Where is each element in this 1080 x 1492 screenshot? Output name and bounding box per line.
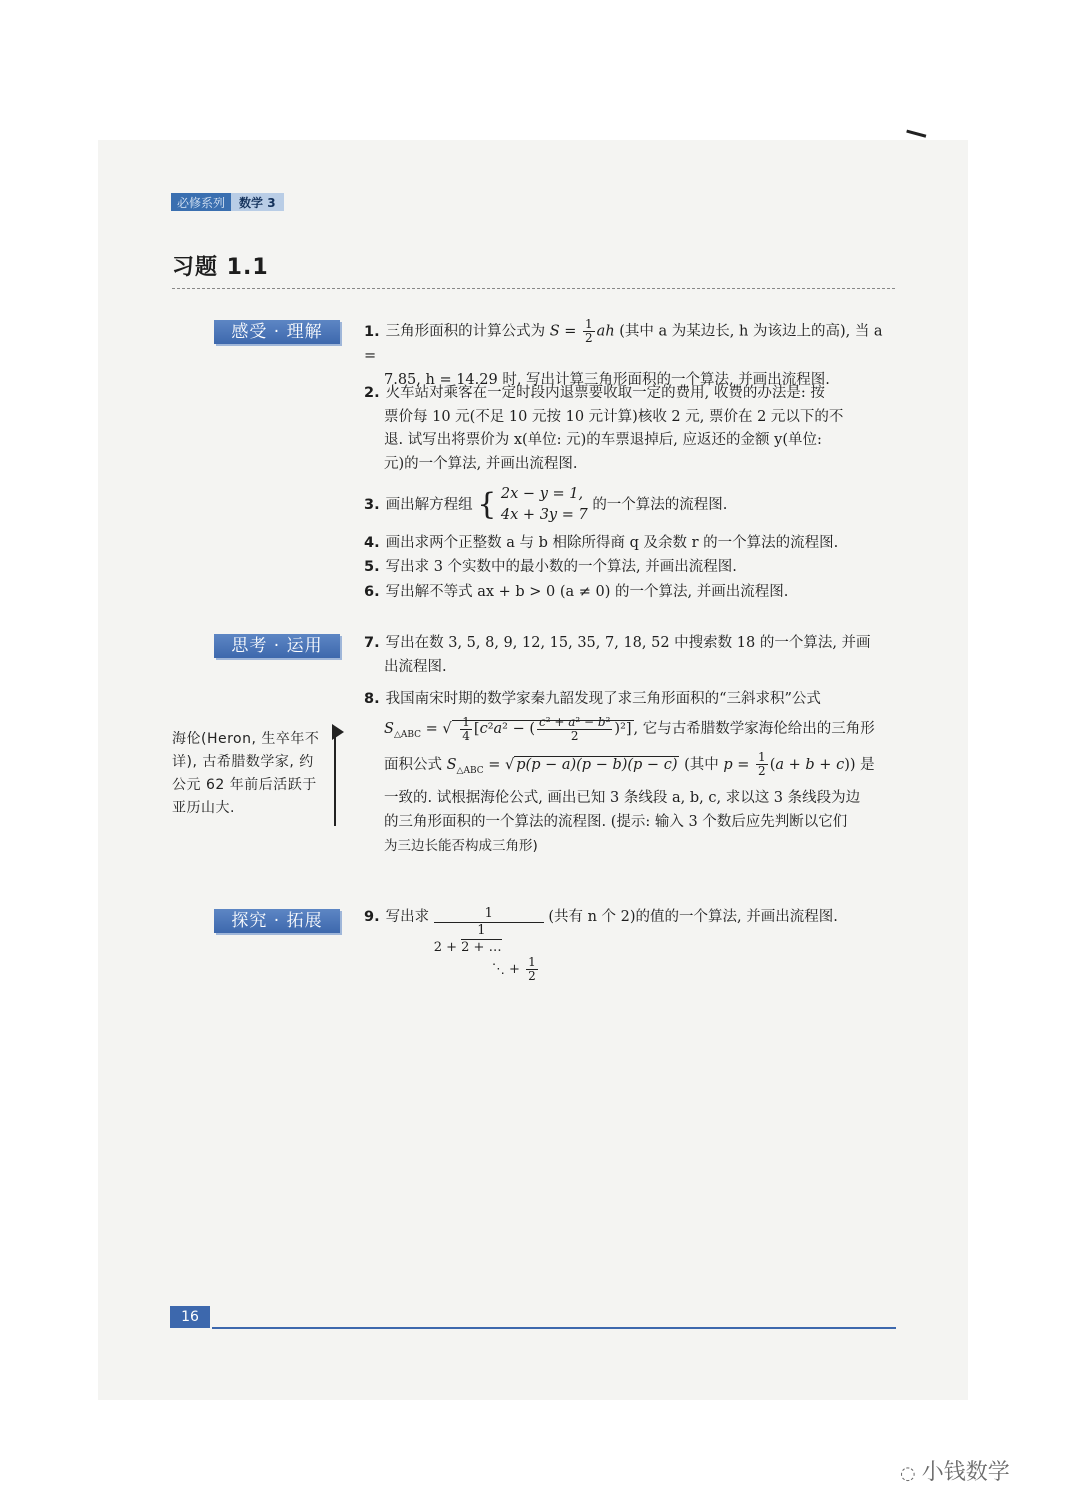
brace-icon: { xyxy=(477,487,497,522)
question-number: 1. xyxy=(364,323,380,340)
heron-formula: 面积公式 $S_{\triangle ABC}$ = √ p(p − a)(p − b)(p − c) (其中 p = $\frac{1}{2}$ (a + b + c)) 是 xyxy=(384,750,875,779)
question-4: 4. 画出求两个正整数 a 与 b 相除所得商 q 及余数 r 的一个算法的流程图. xyxy=(364,535,839,551)
question-6: 6. 写出解不等式 ax + b > 0 (a ≠ 0) 的一个算法, 并画出流程图. xyxy=(364,584,789,600)
watermark: ◌ 小钱数学 xyxy=(900,1460,1010,1485)
question-1: 1. 三角形面积的计算公式为 S = $\frac{1}{2}$ ah (其中 a 为某边长, h 为该边上的高), 当 a = 7.85, h = 14.29 时, 写出计算三角形面积的一个算法, 并画出流程图. xyxy=(364,317,883,388)
page-number: 16 xyxy=(170,1306,210,1328)
continued-fraction: 1 2 + $\frac{1}{2 + \dots}$ ⋱ + $\frac{1}{2}$ xyxy=(434,906,544,983)
equation-system: 2x − y = 1, 4x + 3y = 7 xyxy=(500,486,588,523)
section-tag-understand: 感受 · 理解 xyxy=(214,320,340,344)
book-label: 数学 3 xyxy=(231,193,284,211)
series-header xyxy=(171,193,284,211)
question-2: 2. 火车站对乘客在一定时段内退票要收取一定的费用, 收费的办法是: 按 票价每 10 元(不足 10 元按 10 元计算)核收 2 元, 票价在 2 元以下的不 退. 试写出将票价为 x(单位: 元)的车票退掉后, 应返还的金额 y(单位: 元)的一个算法, 并画出流程图. xyxy=(364,385,844,472)
section-tag-explore: 探究 · 拓展 xyxy=(214,909,340,933)
question-9: 9. 写出求 1 2 + $\frac{1}{2 + \dots}$ ⋱ + $\frac{1}{2}$ (共有 n 个 2)的值的一个算法, 并画出流程图. xyxy=(364,906,838,983)
series-label: 必修系列 xyxy=(171,193,231,211)
flag-icon xyxy=(332,724,344,740)
question-5: 5. 写出求 3 个实数中的最小数的一个算法, 并画出流程图. xyxy=(364,559,737,575)
page-title: 习题 1.1 xyxy=(172,255,269,280)
question-8: 8. 我国南宋时期的数学家秦九韶发现了求三角形面积的“三斜求积”公式 $S_{\triangle ABC}$ = √ $\frac{1}{4}$ [c²a² − ( $\frac{\text{c² + a² − b²}}{2}$ )²] , 它与古希腊数学家海伦给出的三角形 面积公式 $S_{\triangle ABC}$ = √ p(p − a)(p − b)(p − c) (其中 p = $\frac{1}{2}$ (a + b + c)) 是 一致的. 试根据海伦公式, 画出已知 3 条线段 a, b, c, 求以这 3 条线段为边 的三角形面积的一个算法的流程图. (提示: 输入 3 个数后应先判断以它们 为三边长能否构成三角形) xyxy=(364,684,899,858)
sidenote-heron: 海伦(Heron, 生卒年不详), 古希腊数学家, 约公元 62 年前后活跃于亚历山大. xyxy=(172,731,320,816)
question-3: 3. 画出解方程组 { 2x − y = 1, 4x + 3y = 7 的一个算法的流程图. xyxy=(364,484,899,526)
fraction: $\frac{1}{2}$ xyxy=(585,317,593,345)
footer-divider xyxy=(212,1327,896,1329)
section-tag-apply: 思考 · 运用 xyxy=(214,634,340,658)
wechat-icon: ◌ xyxy=(900,1463,916,1484)
title-divider xyxy=(172,288,895,289)
qin-formula: $S_{\triangle ABC}$ = √ $\frac{1}{4}$ [c²a² − ( $\frac{\text{c² + a² − b²}}{2}$ )²] , 它与古希腊数学家海伦给出的三角形 xyxy=(384,714,875,743)
sidenote-bracket xyxy=(328,730,336,826)
question-7: 7. 写出在数 3, 5, 8, 9, 12, 15, 35, 7, 18, 52 中搜索数 18 的一个算法, 并画 出流程图. xyxy=(364,635,871,675)
